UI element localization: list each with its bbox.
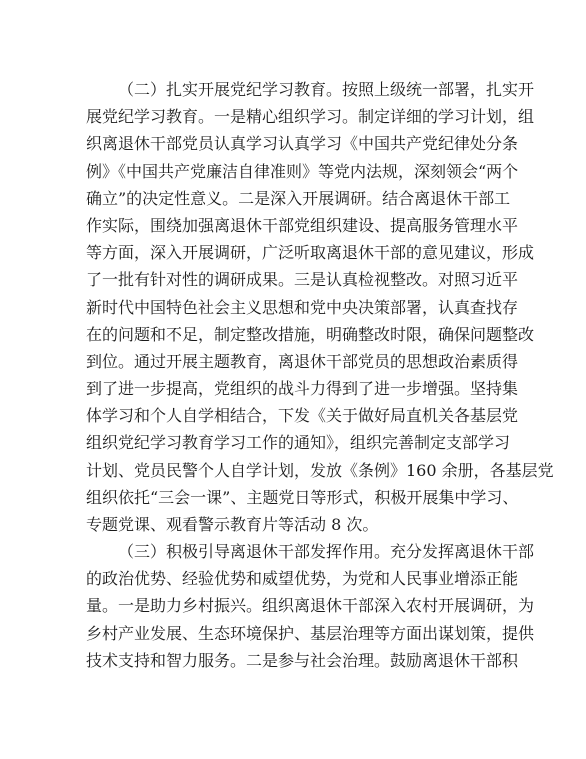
paragraph-line: （三）积极引导离退休干部发挥作用。充分发挥离退休干部 — [118, 542, 535, 561]
paragraph-line: 织离退休干部党员认真学习认真学习《中国共产党纪律处分条 — [86, 134, 519, 154]
paragraph-line: 组织依托“三会一课”、主题党日等形式，积极开展集中学习、 — [86, 487, 519, 507]
paragraph-line: 到位。通过开展主题教育，离退休干部党员的思想政治素质得 — [86, 351, 519, 371]
paragraph-party-discipline-education — [86, 76, 554, 538]
paragraph-line: 体学习和个人自学相结合，下发《关于做好局直机关各基层党 — [86, 406, 519, 426]
paragraph-line: 了一批有针对性的调研成果。三是认真检视整改。对照习近平 — [86, 270, 519, 290]
paragraph-line: 等方面，深入开展调研，广泛听取离退休干部的意见建议，形成 — [86, 243, 535, 263]
paragraph-line: 展党纪学习教育。一是精心组织学习。制定详细的学习计划，组 — [86, 107, 535, 127]
paragraph-line: 到了进一步提高，党组织的战斗力得到了进一步增强。坚持集 — [86, 379, 519, 399]
paragraph-line: 新时代中国特色社会主义思想和党中央决策部署，认真查找存 — [86, 297, 519, 317]
paragraph-retired-cadres-role — [86, 538, 535, 674]
paragraph-line: 的政治优势、经验优势和威望优势，为党和人民事业增添正能 — [86, 569, 519, 589]
paragraph-line: 在的问题和不足，制定整改措施，明确整改时限，确保问题整改 — [86, 324, 535, 344]
paragraph-line: 乡村产业发展、生态环境保护、基层治理等方面出谋划策，提供 — [86, 623, 535, 643]
paragraph-line: （二）扎实开展党纪学习教育。按照上级统一部署，扎实开 — [118, 80, 535, 99]
paragraph-line: 量。一是助力乡村振兴。组织离退休干部深入农村开展调研，为 — [86, 596, 535, 616]
paragraph-line: 组织党纪学习教育学习工作的通知》，组织完善制定支部学习 — [86, 433, 511, 453]
paragraph-line: 作实际，围绕加强离退休干部党组织建设、提高服务管理水平 — [86, 215, 519, 235]
paragraph-line: 技术支持和智力服务。二是参与社会治理。鼓励离退休干部积 — [86, 650, 519, 670]
paragraph-line: 确立”的决定性意义。二是深入开展调研。结合离退休干部工 — [86, 188, 511, 208]
paragraph-line: 专题党课、观看警示教育片等活动 8 次。 — [86, 515, 379, 534]
paragraph-line: 例》《中国共产党廉洁自律准则》等党内法规，深刻领会“两个 — [86, 161, 519, 181]
paragraph-line: 计划、党员民警个人自学计划，发放《条例》160 余册，各基层党 — [86, 460, 554, 480]
